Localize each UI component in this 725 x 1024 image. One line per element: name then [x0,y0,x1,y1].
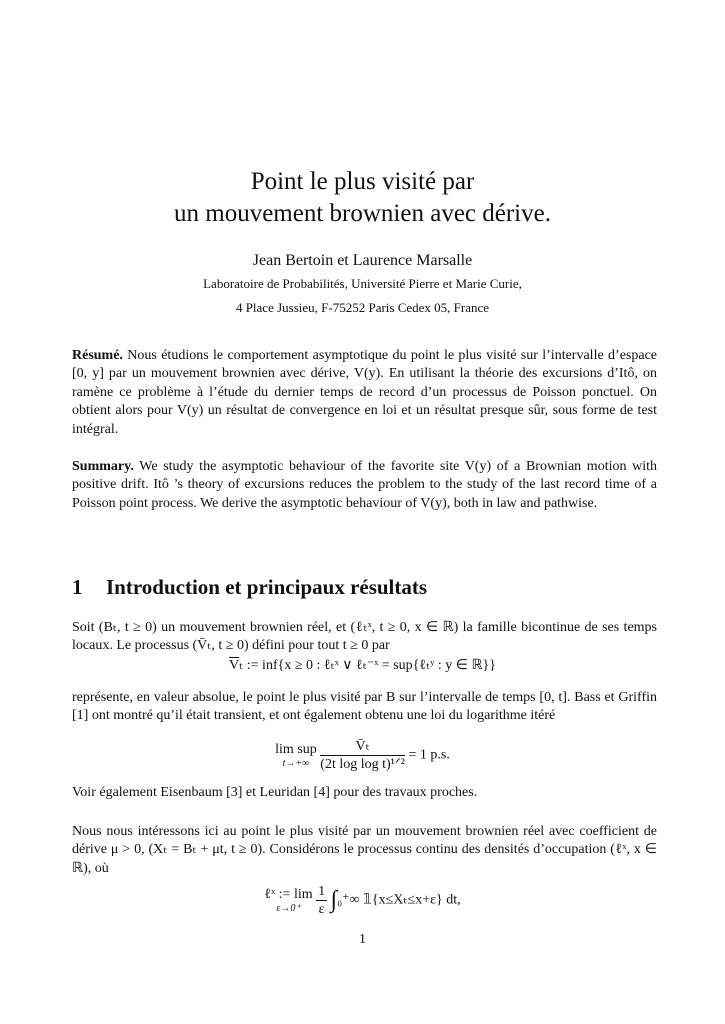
abstract-text: Nous étudions le comportement asymptotique du point le plus visité sur l’intervalle d’espace [0, y] par un mouvement brownien avec dérive, V(y). En utilisant la théorie des excursions d’Itô, on ramène ce problème à l’étude du dernier temps de record d’un processus de Poisson ponctuel. On obtient alors pour V(y) un résultat de convergence en loi et un résultat presque sûr, sous forme de test intégral. [72,348,657,437]
section-number: 1 [72,575,83,599]
eq2-sub: t→+∞ [282,758,310,769]
section-title: Introduction et principaux résultats [106,575,428,599]
eq2-fraction [320,738,405,773]
eq2-rhs: = 1 p.s. [408,747,450,763]
paragraph-4: Nous nous intéressons ici au point le plus visité par un mouvement brownien réel avec coefficient de dérive μ > 0, (Xₜ = Bₜ + μt, t ≥ 0). Considérons le processus continu des densités d’occupation (ℓˣ, x ∈ ℝ), où [72,824,657,876]
equation-favorite-site [0,657,725,674]
page-number: 1 [359,932,366,947]
eq3-lhs: ℓˣ := lim [264,887,313,902]
eq2-numerator: V̄ₜ [320,738,405,756]
eq3-sub: ε→0⁺ [276,903,301,914]
abstract-label: Résumé. [72,348,123,363]
eq3-bounds: ₀⁺∞ [337,892,360,908]
summary-label: Summary. [72,459,134,474]
paragraph-2: représente, en valeur absolue, le point le plus visité par B sur l’intervalle de temps [0, t]. Bass et Griffin [1] ont montré qu’il était transient, et ont également obtenu une loi du logarithme itéré [72,690,657,724]
summary-text: We study the asymptotic behaviour of the favorite site V(y) of a Brownian motion with positive drift. Itô ’s theory of excursions reduces the problem to the study of the last record time of a Poisson point process. We derive the asymptotic behaviour of V(y), both in law and pathwise. [72,459,658,511]
paper-title-line2: un mouvement brownien avec dérive. [174,200,551,227]
abstract-paragraph [72,347,657,439]
eq1-rhs: ₜ := inf{x ≥ 0 : ℓₜˣ ∨ ℓₜ⁻ˣ = sup{ℓₜʸ : y ∈ ℝ}} [239,658,496,673]
affiliation-line2: 4 Place Jussieu, F-75252 Paris Cedex 05, France [235,300,490,315]
integral-sign: ∫ [330,887,338,913]
equation-iterated-log [0,738,725,773]
eq3-denominator: ε [318,902,325,917]
equation-occupation-density [0,883,725,918]
eq3-lim [264,887,312,914]
section-heading [72,575,657,600]
eq1-lhs: $\overline{V}$ [229,658,240,673]
eq2-limsup [275,742,317,769]
eq2-lim: lim sup [275,742,317,757]
eq3-numerator: 1 [318,884,326,899]
affiliation-line1: Laboratoire de Probabilités, Université Pierre et Marie Curie, [203,276,522,291]
paragraph-3: Voir également Eisenbaum [3] et Leuridan [4] pour des travaux proches. [72,785,478,800]
paper-title-line1: Point le plus visité par [250,168,475,195]
eq3-rhs: 𝟙{x≤Xₜ≤x+ε} dt, [362,892,461,908]
authors: Jean Bertoin et Laurence Marsalle [252,252,473,269]
eq3-fraction [316,883,327,918]
paragraph-1: Soit (Bₜ, t ≥ 0) un mouvement brownien réel, et (ℓₜˣ, t ≥ 0, x ∈ ℝ) la famille bicontinue de ses temps locaux. Le processus (V̄ₜ, t ≥ 0) défini pour tout t ≥ 0 par [72,620,657,654]
summary-paragraph [72,458,657,513]
eq2-denominator: (2t log log t)¹ᐟ² [320,757,405,772]
